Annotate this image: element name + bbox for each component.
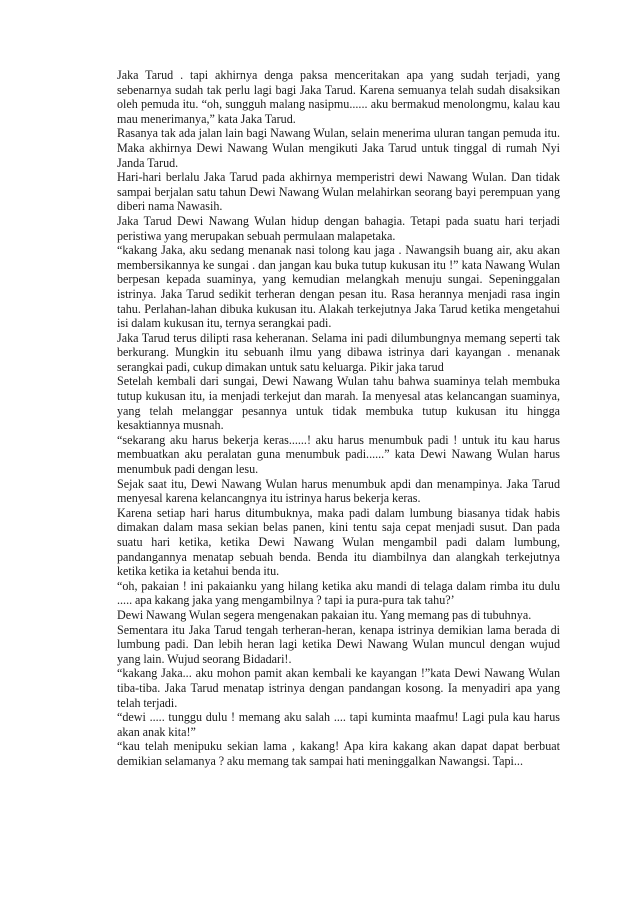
paragraph-14: “kakang Jaka... aku mohon pamit akan kembali ke kayangan !”kata Dewi Nawang Wulan tiba-tiba. Jaka Tarud menatap istrinya dengan pandangan kosong. Ia menyadiri apa yang telah terjadi.: [117, 666, 560, 710]
paragraph-6: Jaka Tarud terus dilipti rasa keheranan. Selama ini padi dilumbungnya memang seperti tak berkurang. Mungkin itu sebuanh ilmu yang dibawa istrinya dari kayangan . menanak serangkai padi, cukup dimakan untuk satu keluarga. Pikir jaka tarud: [117, 330, 560, 374]
paragraph-16: “kau telah menipuku sekian lama , kakang! Apa kira kakang akan dapat dapat berbuat demikian selamanya ? aku memang tak sampai hati meninggalkan Nawangsi. Tapi...: [117, 739, 560, 768]
paragraph-2: Rasanya tak ada jalan lain bagi Nawang Wulan, selain menerima uluran tangan pemuda itu. Maka akhirnya Dewi Nawang Wulan mengikuti Jaka Tarud untuk tinggal di rumah Nyi Janda Tarud.: [117, 126, 560, 170]
paragraph-8: “sekarang aku harus bekerja keras......! aku harus menumbuk padi ! untuk itu kau harus membuatkan aku peralatan guna menumbuk padi......” kata Dewi Nawang Wulan harus menumbuk padi dengan lesu.: [117, 432, 560, 477]
paragraph-1: Jaka Tarud . tapi akhirnya denga paksa menceritakan apa yang sudah terjadi, yang sebenarnya sudah tak perlu lagi bagi Jaka Tarud. Karena semuanya telah sudah disaksikan oleh pemuda itu. “oh, sungguh malang nasipmu...... aku bermakud menolongmu, kalau kau mau menerimanya,” kata Jaka Tarud.: [117, 68, 560, 126]
paragraph-11: “oh, pakaian ! ini pakaianku yang hilang ketika aku mandi di telaga dalam rimba itu dulu ..... apa kakang jaka yang mengambilnya ? tapi ia pura-pura tak tahu?’: [117, 578, 560, 608]
story-text: [117, 68, 560, 769]
paragraph-10: Karena setiap hari harus ditumbuknya, maka padi dalam lumbung biasanya tidak habis dimakan dalam masa sekian belas panen, kini tentu saja cepat menjadi susut. Dan pada suatu hari ketika, ketika Dewi Nawang Wulan mengambil padi dalam lumbung, pandangannya menatap sebuah benda. Benda itu diambilnya dan alangkah terkejutnya ketika ketika ia ketahui benda itu.: [117, 505, 560, 579]
paragraph-4: Jaka Tarud Dewi Nawang Wulan hidup dengan bahagia. Tetapi pada suatu hari terjadi peristiwa yang merupakan sebuah permulaan malapetaka.: [117, 213, 560, 243]
paragraph-9: Sejak saat itu, Dewi Nawang Wulan harus menumbuk apdi dan menampinya. Jaka Tarud menyesal karena kelancangnya itu istrinya harus bekerja keras.: [117, 476, 560, 506]
paragraph-5: “kakang Jaka, aku sedang menanak nasi tolong kau jaga . Nawangsih buang air, aku akan membersikannya ke sungai . dan jangan kau buka tutup kukusan itu !” kata Nawang Wulan berpesan kepada suaminya, yang kemudian melangkah menuju sungai. Sepeninggalan istrinya. Jaka Tarud sedikit terheran dengan pesan itu. Rasa herannya menjadi rasa ingin tahu. Perlahan-lahan dibuka kukusan itu. Alakah terkejutnya Jaka Tarud ketika mengetahui isi dalam kukusan itu, ternya serangkai padi.: [117, 243, 560, 331]
paragraph-12: Dewi Nawang Wulan segera mengenakan pakaian itu. Yang memang pas di tubuhnya.: [117, 607, 532, 622]
paragraph-15: “dewi ..... tunggu dulu ! memang aku salah .... tapi kuminta maafmu! Lagi pula kau harus akan anak kita!”: [117, 710, 560, 739]
paragraph-13: Sementara itu Jaka Tarud tengah terheran-heran, kenapa istrinya demikian lama berada di lumbung padi. Dan lebih heran lagi ketika Dewi Nawang Wulan muncul dengan wujud yang lain. Wujud seorang Bidadari!.: [117, 622, 560, 666]
paragraph-3: Hari-hari berlalu Jaka Tarud pada akhirnya memperistri dewi Nawang Wulan. Dan tidak sampai berjalan satu tahun Dewi Nawang Wulan melahirkan seorang bayi perempuan yang diberi nama Nawasih.: [117, 170, 560, 214]
paragraph-7: Setelah kembali dari sungai, Dewi Nawang Wulan tahu bahwa suaminya telah membuka tutup kukusan itu, ia menjadi terkejut dan marah. Ia menyesal atas kelancangan suaminya, yang telah melanggar pesannya untuk tidak membuka tutup kukusan itu hingga kesaktiannya musnah.: [117, 374, 560, 433]
